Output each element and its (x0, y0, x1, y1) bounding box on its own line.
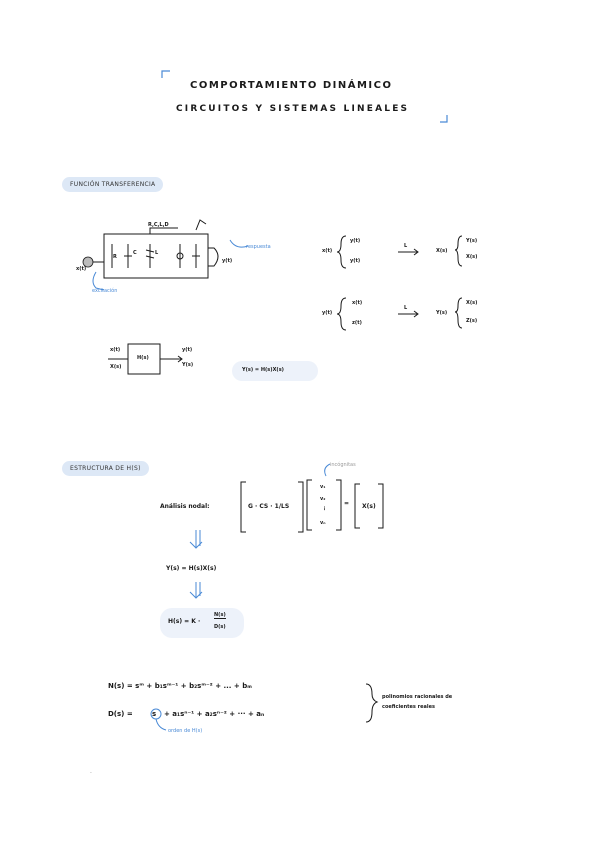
rel2-right: Y(s) (436, 310, 448, 316)
excitation-label: excitación (92, 288, 118, 294)
rel2-top: x(t) (352, 300, 363, 306)
block-out-top: y(t) (182, 347, 193, 353)
rel1-rtop: Y(s) (466, 238, 478, 244)
circuit-top-label: R,C,L,D (148, 222, 169, 228)
down-arrow-1 (190, 530, 202, 548)
rel2-arrow-label: L (404, 305, 408, 311)
brace-note-line1: polinomios racionales de (382, 694, 453, 700)
rel1-right: X(s) (436, 248, 448, 254)
denominator-polynomial-rest: + a₁sⁿ⁻¹ + a₂sⁿ⁻² + ··· + aₙ (164, 710, 265, 718)
title-corner-bottom (440, 115, 447, 122)
rel1-left: x(t) (322, 248, 333, 254)
vector-mid: v₂ (320, 496, 326, 502)
vector-bottom: vₙ (320, 520, 326, 526)
block-out-bottom: Y(s) (182, 362, 194, 368)
rel2-left: y(t) (322, 310, 333, 316)
footer-mark: - (90, 770, 92, 776)
eq-transfer-num: N(s) (214, 612, 226, 618)
rel2-bottom: z(t) (352, 320, 362, 326)
response-label: respuesta (246, 244, 271, 250)
section-label-transfer: FUNCIÓN TRANSFERENCIA (62, 177, 163, 192)
rel1-arrow-label: L (404, 243, 408, 249)
product-equation: Y(s) = H(s)X(s) (242, 367, 284, 373)
eq-product: Y(s) = H(s)X(s) (166, 565, 217, 572)
circuit-output-label: y(t) (222, 258, 233, 264)
nodal-analysis-label: Análisis nodal: (160, 503, 210, 510)
denominator-polynomial-leading: s (152, 710, 157, 718)
page-title-line1: COMPORTAMIENTO DINÁMICO (190, 80, 393, 91)
down-arrow-2 (190, 582, 202, 598)
circuit-element-r: R (113, 254, 117, 260)
eq-transfer-den: D(s) (214, 624, 226, 630)
block-box-label: H(s) (137, 355, 149, 361)
rel1-top: y(t) (350, 238, 361, 244)
block-in-top: x(t) (110, 347, 121, 353)
denominator-polynomial-label: D(s) = (108, 710, 133, 718)
eq-transfer-left: H(s) = K · (168, 618, 201, 625)
page-title-line2: CIRCUITOS Y SISTEMAS LINEALES (176, 104, 410, 114)
circuit-element-c: C (133, 250, 137, 256)
rel2-rtop: X(s) (466, 300, 478, 306)
brace-note-line2: coeficientes reales (382, 704, 435, 710)
incognitas-note: incógnitas (330, 462, 356, 468)
vector-dots: ⋮ (322, 506, 327, 512)
circuit-element-l: L (155, 250, 159, 256)
matrix-content: G · CS · 1/LS (248, 503, 290, 510)
rhs-vector: X(s) (362, 503, 376, 510)
rel2-rbottom: Z(s) (466, 318, 478, 324)
block-in-bottom: X(s) (110, 364, 122, 370)
numerator-polynomial: N(s) = sᵐ + b₁sᵐ⁻¹ + b₂sᵐ⁻² + ... + bₘ (108, 682, 252, 690)
section-label-structure: ESTRUCTURA DE H(S) (62, 461, 149, 476)
rel1-rbottom: X(s) (466, 254, 478, 260)
title-corner-top (162, 71, 170, 78)
rel1-bottom: y(t) (350, 258, 361, 264)
vector-top: v₁ (320, 484, 326, 490)
circuit-x-label: x(t) (76, 266, 87, 272)
order-note: orden de H(s) (168, 728, 203, 734)
equals-sign: = (344, 500, 350, 507)
